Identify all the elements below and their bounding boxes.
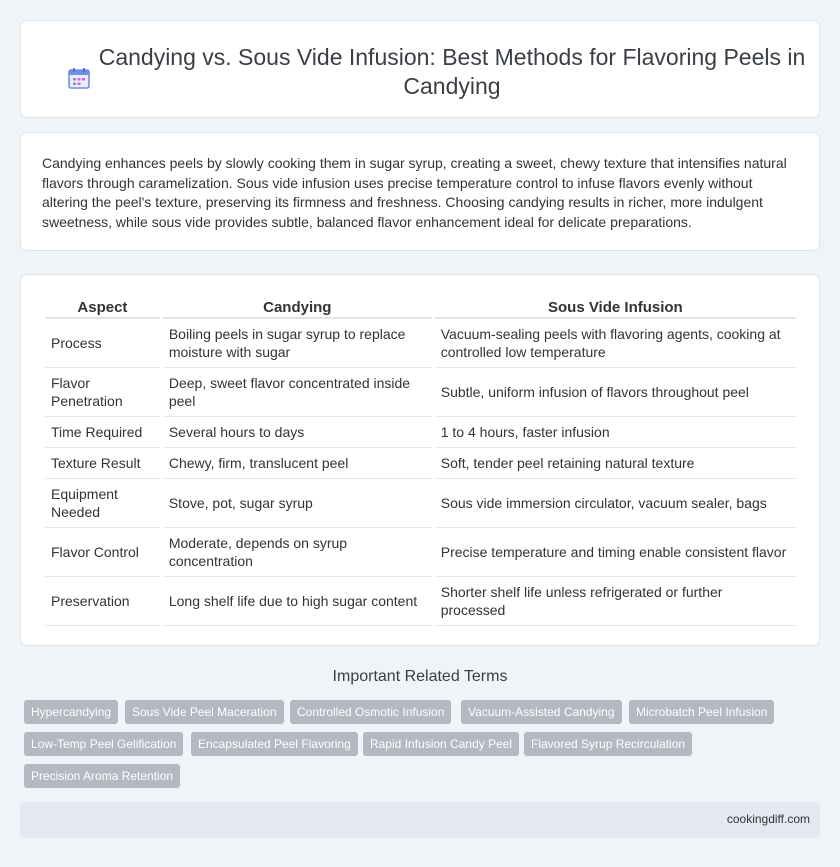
table-row <box>45 479 796 528</box>
table-row <box>45 577 796 626</box>
row-aspect: Preservation <box>45 577 160 626</box>
related-term-tag[interactable]: Encapsulated Peel Flavoring <box>191 732 358 756</box>
table-header-row <box>45 296 796 319</box>
table-row <box>45 319 796 368</box>
row-candying: Moderate, depends on syrup concentration <box>163 528 432 577</box>
header-candying: Candying <box>163 296 432 319</box>
row-sous-vide: Soft, tender peel retaining natural texture <box>435 448 796 479</box>
related-term-tag[interactable]: Low-Temp Peel Gelification <box>24 732 183 756</box>
related-term-tag[interactable]: Vacuum-Assisted Candying <box>461 700 622 724</box>
related-terms-heading: Important Related Terms <box>332 668 508 685</box>
calendar-icon <box>67 66 91 90</box>
related-term-tag[interactable]: Flavored Syrup Recirculation <box>524 732 692 756</box>
table-row <box>45 528 796 577</box>
related-term-tag[interactable]: Rapid Infusion Candy Peel <box>363 732 519 756</box>
row-aspect: Flavor Penetration <box>45 368 160 417</box>
table-row <box>45 368 796 417</box>
related-term-tag[interactable]: Precision Aroma Retention <box>24 764 180 788</box>
intro-paragraph: Candying enhances peels by slowly cooking them in sugar syrup, creating a sweet, chewy texture that intensifies natural flavors through caramelization. Sous vide infusion uses precise temperature control to infuse flavors evenly without altering the peel's texture, preserving its firmness and freshness. Choosing candying results in richer, more indulgent sweetness, while sous vide provides subtle, balanced flavor enhancement ideal for delicate preparations. <box>42 155 787 230</box>
footer-site-link[interactable]: cookingdiff.com <box>726 812 810 826</box>
comparison-table <box>42 296 799 626</box>
header-sous-vide: Sous Vide Infusion <box>435 296 796 319</box>
row-sous-vide: 1 to 4 hours, faster infusion <box>435 417 796 448</box>
header-aspect: Aspect <box>45 296 160 319</box>
footer <box>20 802 820 838</box>
related-term-tag[interactable]: Sous Vide Peel Maceration <box>125 700 284 724</box>
row-candying: Chewy, firm, translucent peel <box>163 448 432 479</box>
row-aspect: Texture Result <box>45 448 160 479</box>
related-term-tag[interactable]: Microbatch Peel Infusion <box>629 700 774 724</box>
row-aspect: Process <box>45 319 160 368</box>
row-aspect: Time Required <box>45 417 160 448</box>
row-aspect: Equipment Needed <box>45 479 160 528</box>
row-candying: Deep, sweet flavor concentrated inside peel <box>163 368 432 417</box>
row-aspect: Flavor Control <box>45 528 160 577</box>
table-card <box>20 274 820 646</box>
page-title: Candying vs. Sous Vide Infusion: Best Methods for Flavoring Peels in Candying <box>98 44 806 99</box>
row-candying: Boiling peels in sugar syrup to replace moisture with sugar <box>163 319 432 368</box>
related-term-tag[interactable]: Hypercandying <box>24 700 118 724</box>
related-term-tag[interactable]: Controlled Osmotic Infusion <box>290 700 451 724</box>
row-sous-vide: Precise temperature and timing enable consistent flavor <box>435 528 796 577</box>
table-row <box>45 448 796 479</box>
row-sous-vide: Vacuum-sealing peels with flavoring agents, cooking at controlled low temperature <box>435 319 796 368</box>
row-candying: Stove, pot, sugar syrup <box>163 479 432 528</box>
row-sous-vide: Sous vide immersion circulator, vacuum sealer, bags <box>435 479 796 528</box>
intro-card <box>20 132 820 251</box>
row-candying: Several hours to days <box>163 417 432 448</box>
row-candying: Long shelf life due to high sugar content <box>163 577 432 626</box>
row-sous-vide: Subtle, uniform infusion of flavors throughout peel <box>435 368 796 417</box>
row-sous-vide: Shorter shelf life unless refrigerated or further processed <box>435 577 796 626</box>
title-card <box>20 20 820 118</box>
table-row <box>45 417 796 448</box>
